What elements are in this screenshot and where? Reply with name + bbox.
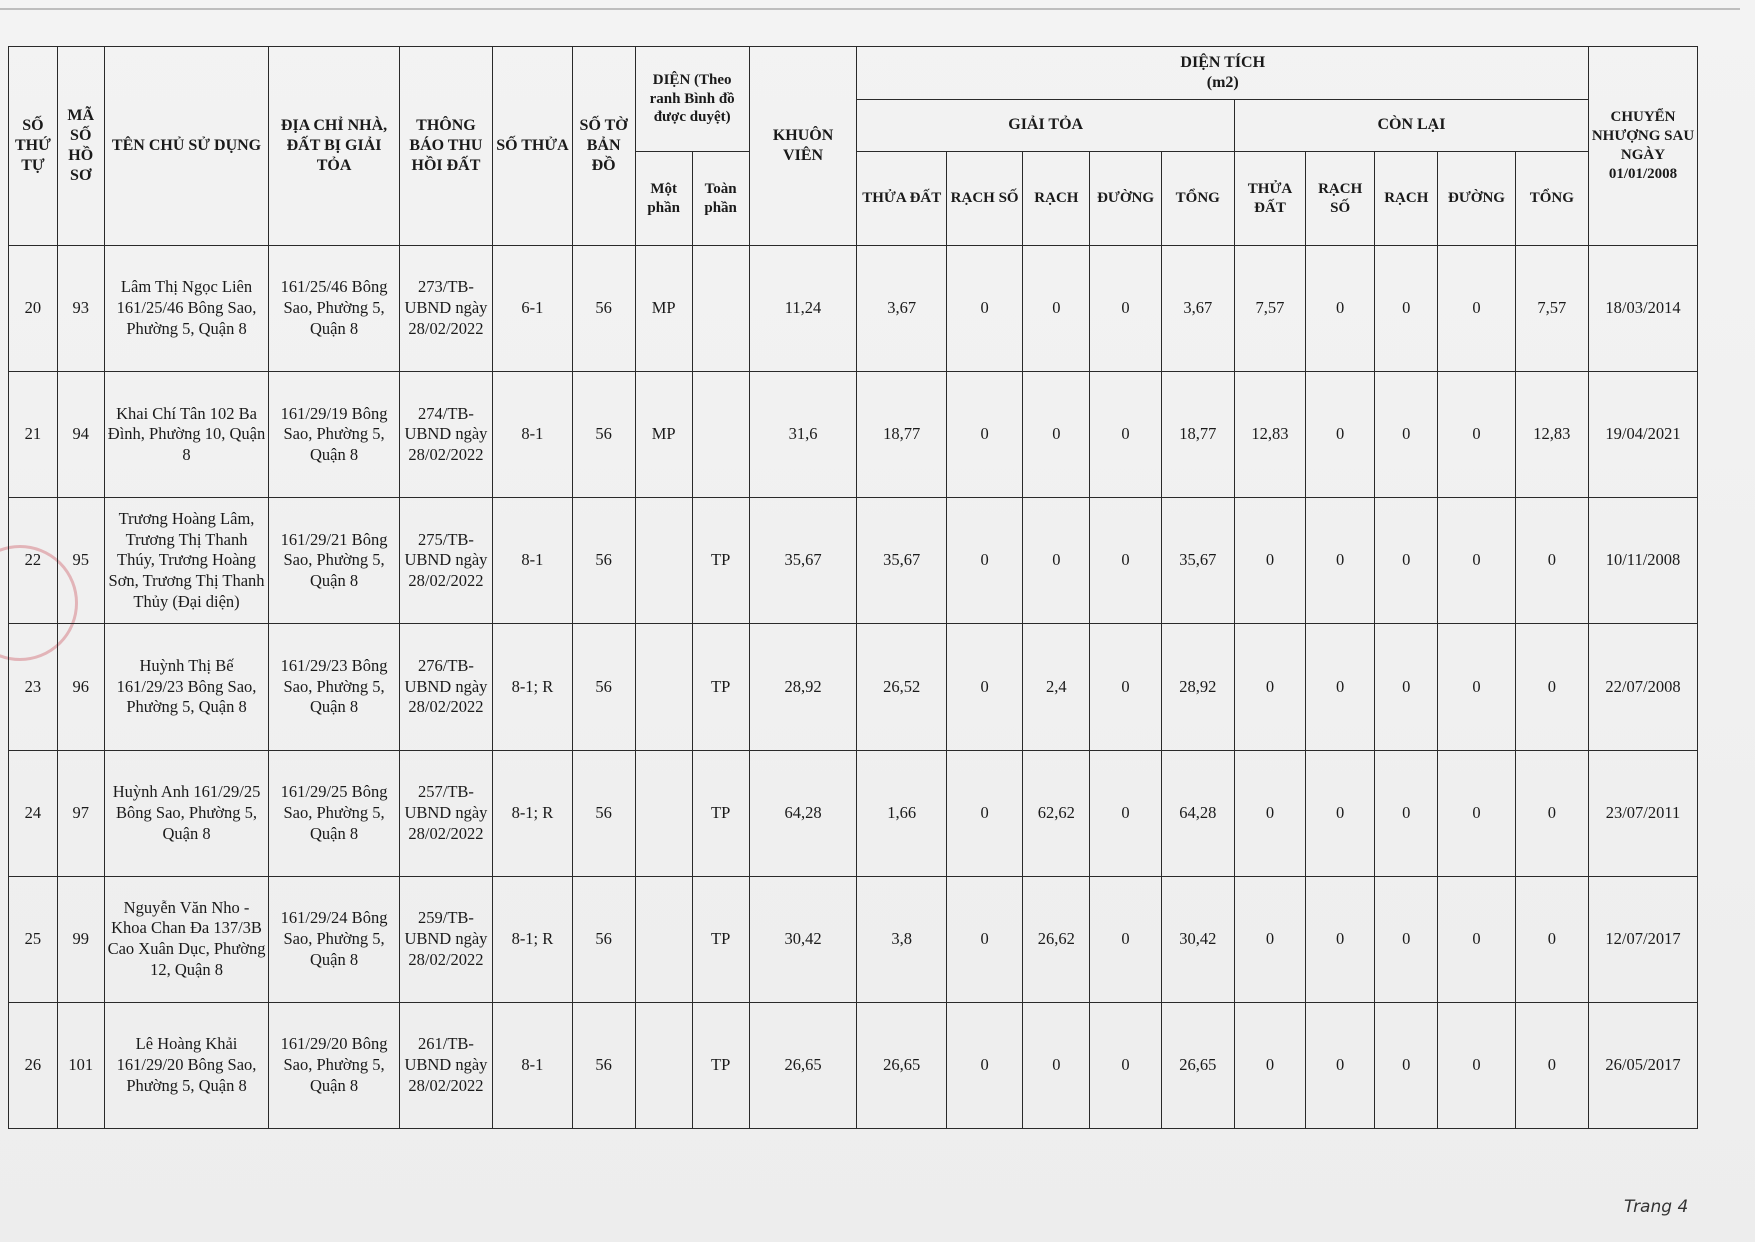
table-row (9, 624, 1698, 750)
cell-ma: 96 (57, 624, 104, 750)
cell-cl-duong: 0 (1438, 1002, 1515, 1128)
cell-gt-duong: 0 (1090, 372, 1161, 498)
cell-thong-bao: 257/TB-UBND ngày 28/02/2022 (399, 750, 493, 876)
col-ma-so-ho-so: MÃ SỐ HỒ SƠ (57, 47, 104, 246)
land-clearance-table (8, 46, 1698, 1129)
cell-stt: 22 (9, 498, 58, 624)
cell-gt-duong: 0 (1090, 624, 1161, 750)
table-row (9, 876, 1698, 1002)
cell-gt-rach-so: 0 (947, 750, 1023, 876)
cell-cl-duong: 0 (1438, 372, 1515, 498)
col-cl-thua-dat: THỬA ĐẤT (1234, 152, 1305, 246)
col-gt-duong: ĐƯỜNG (1090, 152, 1161, 246)
cell-cl-tong: 0 (1515, 498, 1588, 624)
cell-gt-rach: 62,62 (1023, 750, 1090, 876)
cell-ten: Huỳnh Thị Bế 161/29/23 Bông Sao, Phường 5, Quận 8 (104, 624, 269, 750)
cell-khuon-vien: 11,24 (749, 246, 857, 372)
cell-toan-phan: TP (692, 876, 749, 1002)
cell-thong-bao: 274/TB-UBND ngày 28/02/2022 (399, 372, 493, 498)
cell-ten: Trương Hoàng Lâm, Trương Thị Thanh Thúy, Trương Hoàng Sơn, Trương Thị Thanh Thủy (Đại diện) (104, 498, 269, 624)
cell-ma: 95 (57, 498, 104, 624)
cell-khuon-vien: 31,6 (749, 372, 857, 498)
cell-chuyen-nhuong: 23/07/2011 (1589, 750, 1698, 876)
cell-ten: Khai Chí Tân 102 Ba Đình, Phường 10, Quận 8 (104, 372, 269, 498)
cell-stt: 23 (9, 624, 58, 750)
cell-cl-rach-so: 0 (1306, 750, 1375, 876)
cell-gt-thua: 26,65 (857, 1002, 947, 1128)
cell-gt-rach-so: 0 (947, 876, 1023, 1002)
cell-chuyen-nhuong: 12/07/2017 (1589, 876, 1698, 1002)
cell-so-to: 56 (572, 1002, 635, 1128)
cell-gt-duong: 0 (1090, 246, 1161, 372)
col-chuyen-nhuong: CHUYỂN NHƯỢNG SAU NGÀY 01/01/2008 (1589, 47, 1698, 246)
cell-cl-thua: 0 (1234, 876, 1305, 1002)
cell-so-to: 56 (572, 624, 635, 750)
cell-gt-thua: 3,67 (857, 246, 947, 372)
cell-toan-phan (692, 246, 749, 372)
table-row (9, 750, 1698, 876)
cell-cl-tong: 0 (1515, 750, 1588, 876)
page-number: Trang 4 (1624, 1197, 1689, 1217)
cell-toan-phan: TP (692, 498, 749, 624)
cell-khuon-vien: 30,42 (749, 876, 857, 1002)
cell-cl-tong: 7,57 (1515, 246, 1588, 372)
cell-mot-phan (635, 498, 692, 624)
cell-cl-thua: 12,83 (1234, 372, 1305, 498)
cell-mot-phan (635, 624, 692, 750)
cell-gt-tong: 26,65 (1161, 1002, 1234, 1128)
cell-so-to: 56 (572, 246, 635, 372)
cell-gt-rach: 2,4 (1023, 624, 1090, 750)
col-so-to-ban-do: SỐ TỜ BẢN ĐỒ (572, 47, 635, 246)
cell-gt-rach-so: 0 (947, 624, 1023, 750)
cell-gt-rach-so: 0 (947, 246, 1023, 372)
cell-cl-tong: 12,83 (1515, 372, 1588, 498)
cell-cl-tong: 0 (1515, 876, 1588, 1002)
cell-chuyen-nhuong: 26/05/2017 (1589, 1002, 1698, 1128)
cell-cl-tong: 0 (1515, 1002, 1588, 1128)
col-dien-tich (857, 47, 1589, 100)
cell-toan-phan: TP (692, 624, 749, 750)
cell-stt: 20 (9, 246, 58, 372)
table-row (9, 372, 1698, 498)
cell-dia-chi: 161/29/25 Bông Sao, Phường 5, Quận 8 (269, 750, 399, 876)
cell-cl-duong: 0 (1438, 624, 1515, 750)
table-row (9, 1002, 1698, 1128)
cell-cl-tong: 0 (1515, 624, 1588, 750)
cell-cl-rach: 0 (1375, 1002, 1438, 1128)
cell-cl-thua: 0 (1234, 624, 1305, 750)
col-dia-chi: ĐỊA CHỈ NHÀ, ĐẤT BỊ GIẢI TỎA (269, 47, 399, 246)
col-toan-phan: Toàn phần (692, 152, 749, 246)
scan-top-edge (0, 8, 1740, 10)
cell-gt-thua: 18,77 (857, 372, 947, 498)
cell-so-thua: 8-1 (493, 498, 572, 624)
cell-dia-chi: 161/29/19 Bông Sao, Phường 5, Quận 8 (269, 372, 399, 498)
cell-cl-rach-so: 0 (1306, 246, 1375, 372)
cell-so-to: 56 (572, 750, 635, 876)
dien-tich-unit: (m2) (1206, 74, 1239, 91)
cell-mot-phan (635, 750, 692, 876)
cell-stt: 26 (9, 1002, 58, 1128)
cell-thong-bao: 273/TB-UBND ngày 28/02/2022 (399, 246, 493, 372)
cell-khuon-vien: 28,92 (749, 624, 857, 750)
cell-ten: Lê Hoàng Khải 161/29/20 Bông Sao, Phường 5, Quận 8 (104, 1002, 269, 1128)
cell-gt-tong: 64,28 (1161, 750, 1234, 876)
col-giai-toa: GIẢI TỎA (857, 100, 1234, 152)
cell-so-to: 56 (572, 372, 635, 498)
cell-gt-rach-so: 0 (947, 372, 1023, 498)
col-khuon-vien: KHUÔN VIÊN (749, 47, 857, 246)
cell-gt-duong: 0 (1090, 876, 1161, 1002)
cell-thong-bao: 275/TB-UBND ngày 28/02/2022 (399, 498, 493, 624)
cell-cl-rach: 0 (1375, 624, 1438, 750)
col-thong-bao: THÔNG BÁO THU HỒI ĐẤT (399, 47, 493, 246)
cell-khuon-vien: 35,67 (749, 498, 857, 624)
cell-gt-rach: 0 (1023, 498, 1090, 624)
cell-cl-duong: 0 (1438, 498, 1515, 624)
cell-thong-bao: 261/TB-UBND ngày 28/02/2022 (399, 1002, 493, 1128)
cell-thong-bao: 259/TB-UBND ngày 28/02/2022 (399, 876, 493, 1002)
cell-gt-duong: 0 (1090, 1002, 1161, 1128)
col-gt-rach-so: RẠCH SỐ (947, 152, 1023, 246)
cell-mot-phan: MP (635, 246, 692, 372)
cell-dia-chi: 161/29/21 Bông Sao, Phường 5, Quận 8 (269, 498, 399, 624)
cell-khuon-vien: 26,65 (749, 1002, 857, 1128)
col-dien: DIỆN (Theo ranh Bình đồ được duyệt) (635, 47, 749, 152)
cell-thong-bao: 276/TB-UBND ngày 28/02/2022 (399, 624, 493, 750)
cell-gt-duong: 0 (1090, 750, 1161, 876)
cell-cl-duong: 0 (1438, 750, 1515, 876)
cell-gt-thua: 26,52 (857, 624, 947, 750)
cell-mot-phan: MP (635, 372, 692, 498)
cell-gt-rach: 26,62 (1023, 876, 1090, 1002)
cell-gt-tong: 30,42 (1161, 876, 1234, 1002)
cell-cl-duong: 0 (1438, 246, 1515, 372)
table-row (9, 246, 1698, 372)
cell-ma: 97 (57, 750, 104, 876)
cell-gt-rach: 0 (1023, 1002, 1090, 1128)
cell-cl-thua: 7,57 (1234, 246, 1305, 372)
cell-cl-rach-so: 0 (1306, 372, 1375, 498)
cell-mot-phan (635, 1002, 692, 1128)
col-gt-rach: RẠCH (1023, 152, 1090, 246)
cell-stt: 24 (9, 750, 58, 876)
cell-chuyen-nhuong: 10/11/2008 (1589, 498, 1698, 624)
cell-gt-duong: 0 (1090, 498, 1161, 624)
cell-so-thua: 8-1; R (493, 750, 572, 876)
cell-cl-thua: 0 (1234, 498, 1305, 624)
cell-gt-tong: 28,92 (1161, 624, 1234, 750)
cell-cl-rach-so: 0 (1306, 498, 1375, 624)
cell-so-thua: 8-1; R (493, 876, 572, 1002)
cell-cl-duong: 0 (1438, 876, 1515, 1002)
cell-stt: 25 (9, 876, 58, 1002)
col-cl-duong: ĐƯỜNG (1438, 152, 1515, 246)
cell-cl-rach: 0 (1375, 246, 1438, 372)
col-cl-tong: TỔNG (1515, 152, 1588, 246)
col-so-thua: SỐ THỬA (493, 47, 572, 246)
col-gt-thua-dat: THỬA ĐẤT (857, 152, 947, 246)
table-body (9, 246, 1698, 1129)
col-con-lai: CÒN LẠI (1234, 100, 1588, 152)
cell-toan-phan: TP (692, 750, 749, 876)
cell-cl-thua: 0 (1234, 750, 1305, 876)
cell-stt: 21 (9, 372, 58, 498)
cell-gt-tong: 18,77 (1161, 372, 1234, 498)
cell-dia-chi: 161/25/46 Bông Sao, Phường 5, Quận 8 (269, 246, 399, 372)
cell-so-thua: 8-1 (493, 1002, 572, 1128)
cell-dia-chi: 161/29/24 Bông Sao, Phường 5, Quận 8 (269, 876, 399, 1002)
cell-cl-rach: 0 (1375, 750, 1438, 876)
cell-ten: Lâm Thị Ngọc Liên 161/25/46 Bông Sao, Phường 5, Quận 8 (104, 246, 269, 372)
cell-gt-thua: 3,8 (857, 876, 947, 1002)
cell-cl-rach-so: 0 (1306, 1002, 1375, 1128)
cell-cl-rach: 0 (1375, 498, 1438, 624)
cell-cl-rach: 0 (1375, 372, 1438, 498)
cell-khuon-vien: 64,28 (749, 750, 857, 876)
cell-so-to: 56 (572, 876, 635, 1002)
cell-toan-phan: TP (692, 1002, 749, 1128)
cell-gt-rach-so: 0 (947, 498, 1023, 624)
cell-gt-rach: 0 (1023, 372, 1090, 498)
cell-cl-thua: 0 (1234, 1002, 1305, 1128)
cell-ma: 99 (57, 876, 104, 1002)
col-stt: SỐ THỨ TỰ (9, 47, 58, 246)
table-row (9, 498, 1698, 624)
cell-chuyen-nhuong: 18/03/2014 (1589, 246, 1698, 372)
cell-gt-rach: 0 (1023, 246, 1090, 372)
cell-toan-phan (692, 372, 749, 498)
cell-cl-rach: 0 (1375, 876, 1438, 1002)
cell-ten: Nguyễn Văn Nho - Khoa Chan Đa 137/3B Cao Xuân Dục, Phường 12, Quận 8 (104, 876, 269, 1002)
cell-gt-rach-so: 0 (947, 1002, 1023, 1128)
cell-gt-thua: 1,66 (857, 750, 947, 876)
cell-so-thua: 8-1 (493, 372, 572, 498)
cell-gt-tong: 35,67 (1161, 498, 1234, 624)
col-gt-tong: TỔNG (1161, 152, 1234, 246)
cell-so-to: 56 (572, 498, 635, 624)
cell-ma: 101 (57, 1002, 104, 1128)
cell-chuyen-nhuong: 22/07/2008 (1589, 624, 1698, 750)
col-mot-phan: Một phần (635, 152, 692, 246)
cell-ten: Huỳnh Anh 161/29/25 Bông Sao, Phường 5, Quận 8 (104, 750, 269, 876)
col-cl-rach: RẠCH (1375, 152, 1438, 246)
cell-mot-phan (635, 876, 692, 1002)
dien-tich-label: DIỆN TÍCH (1180, 53, 1266, 71)
cell-cl-rach-so: 0 (1306, 876, 1375, 1002)
cell-chuyen-nhuong: 19/04/2021 (1589, 372, 1698, 498)
cell-ma: 94 (57, 372, 104, 498)
cell-gt-thua: 35,67 (857, 498, 947, 624)
cell-dia-chi: 161/29/23 Bông Sao, Phường 5, Quận 8 (269, 624, 399, 750)
col-ten-chu-su-dung: TÊN CHỦ SỬ DỤNG (104, 47, 269, 246)
col-cl-rach-so: RẠCH SỐ (1306, 152, 1375, 246)
cell-cl-rach-so: 0 (1306, 624, 1375, 750)
cell-ma: 93 (57, 246, 104, 372)
cell-dia-chi: 161/29/20 Bông Sao, Phường 5, Quận 8 (269, 1002, 399, 1128)
cell-so-thua: 6-1 (493, 246, 572, 372)
cell-gt-tong: 3,67 (1161, 246, 1234, 372)
cell-so-thua: 8-1; R (493, 624, 572, 750)
